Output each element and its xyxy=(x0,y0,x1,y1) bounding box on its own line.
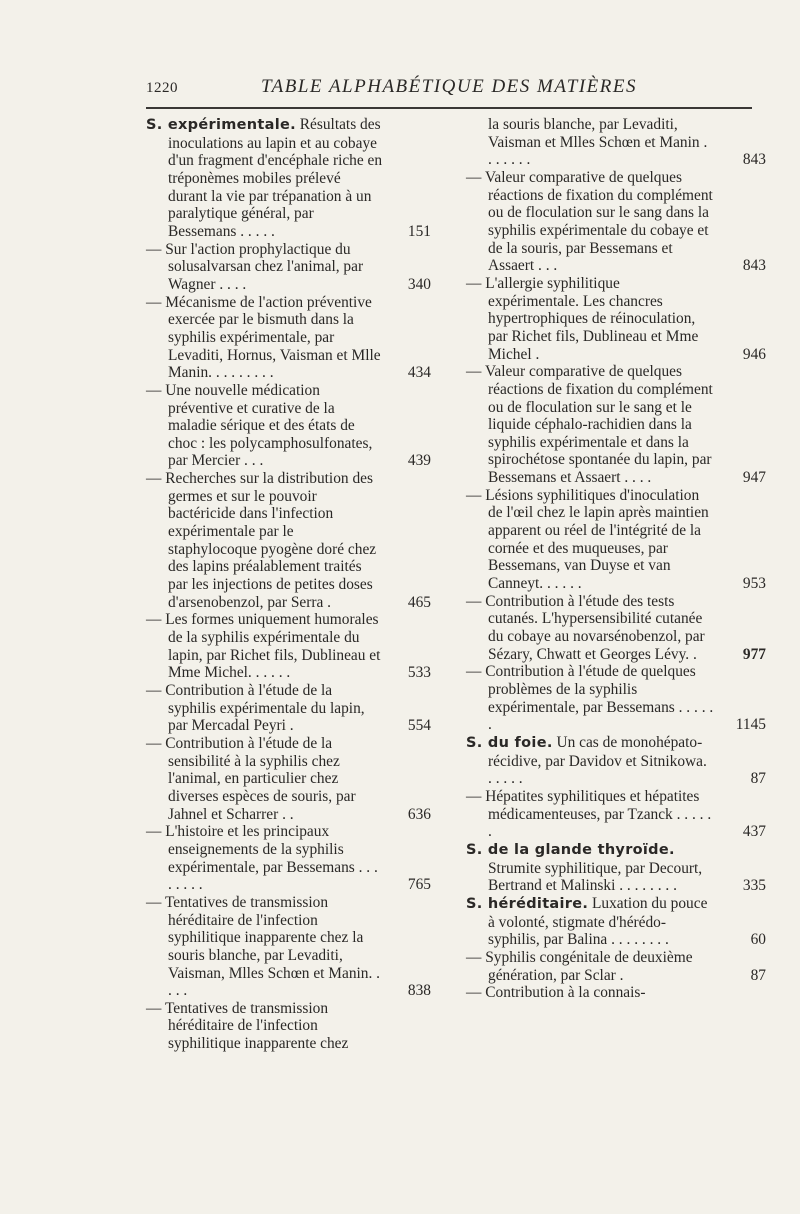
page-reference: 340 xyxy=(407,275,431,293)
entry-text: S. héréditaire. Luxation du pouce à volonté, stigmate d'hérédo-syphilis, par Balina . . . . . . . . xyxy=(466,894,708,949)
index-entry xyxy=(466,948,766,984)
index-entry xyxy=(146,241,431,294)
index-entry xyxy=(146,682,431,735)
entry-heading: S. du foie. xyxy=(466,734,553,751)
entry-text: — L'histoire et les principaux enseignements de la syphilis expérimentale, par Bessemans . . . . . . . . xyxy=(146,823,378,894)
right-column xyxy=(466,116,766,1002)
entry-text: — Contribution à l'étude de la syphilis expérimentale du lapin, par Mercadal Peyri . xyxy=(146,682,365,735)
index-entry xyxy=(466,841,766,895)
index-entry xyxy=(146,294,431,382)
page-reference: 60 xyxy=(750,931,766,949)
entry-text: — Une nouvelle médication préventive et curative de la maladie sérique et des états de choc : les polycamphosulfonates, par Mercier . . . xyxy=(146,381,373,470)
index-entry xyxy=(466,116,766,169)
entry-text: — Contribution à l'étude de la sensibilité à la syphilis chez l'animal, en particulier chez diverses espèces de souris, par Jahnel et Scharrer . . xyxy=(146,734,356,823)
entry-text: — Valeur comparative de quelques réactions de fixation du complément ou de floculation sur le sang et le liquide céphalo-rachidien dans la syphilis expérimentale et dans la spirochétose spontanée du lapin, par Bessemans et Assaert . . . . xyxy=(466,363,713,487)
page-reference: 533 xyxy=(407,664,431,682)
index-entry xyxy=(466,168,766,275)
entry-text: — L'allergie syphilitique expérimentale. Les chancres hypertrophiques de réinoculation, par Richet fils, Dublineau et Mme Michel . xyxy=(466,274,699,363)
page-reference: 977 xyxy=(742,645,766,663)
page-reference: 838 xyxy=(407,982,431,1000)
entry-text: — Syphilis congénitale de deuxième génération, par Sclar . xyxy=(466,948,693,984)
index-entry xyxy=(466,486,766,593)
index-entry xyxy=(146,116,431,241)
entry-heading: S. expérimentale. xyxy=(146,117,296,133)
page-reference: 87 xyxy=(750,770,766,788)
page-reference: 765 xyxy=(407,876,431,894)
entry-text: — Recherches sur la distribution des germes et sur le pouvoir bactéricide dans l'infection expérimentale par le staphylocoque pyogène doré chez des lapins préalablement traités par les injections de petites doses d'arsenobenzol, par Serra . xyxy=(146,470,377,611)
entry-text: S. du foie. Un cas de monohépato-récidive, par Davidov et Sitnikowa. . . . . . xyxy=(466,733,707,788)
page-reference: 947 xyxy=(742,469,766,487)
entry-text: — Les formes uniquement humorales de la syphilis expérimentale du lapin, par Richet fils, Dublineau et Mme Michel. . . . . . xyxy=(146,611,381,682)
entry-heading: S. héréditaire. xyxy=(466,895,589,912)
running-title: TABLE ALPHABÉTIQUE DES MATIÈRES xyxy=(261,76,637,97)
entry-text: S. expérimentale. Résultats des inoculations au lapin et au cobaye d'un fragment d'encéphale riche en tréponèmes mobiles prélevé durant la vie par trépanation à un paralytique général, par Bessemans . . . . . xyxy=(146,116,383,240)
index-entry xyxy=(146,823,431,894)
page-reference: 151 xyxy=(407,222,431,240)
page-reference: 439 xyxy=(407,452,431,470)
entry-heading: S. de la glande thyroïde. xyxy=(466,841,675,858)
index-entry xyxy=(146,1000,431,1053)
index-entry xyxy=(466,787,766,841)
page-reference: 1145 xyxy=(735,716,766,734)
index-entry xyxy=(146,470,431,611)
page-reference: 843 xyxy=(742,151,766,169)
index-entry xyxy=(146,611,431,682)
page-number: 1220 xyxy=(146,80,178,96)
index-entry xyxy=(466,663,766,734)
page-reference: 87 xyxy=(750,966,766,984)
entry-text: — Mécanisme de l'action préventive exercée par le bismuth dans la syphilis expérimentale, par Levaditi, Hornus, Vaisman et Mlle Manin. . . . . . . . . xyxy=(146,293,381,382)
index-entry xyxy=(146,894,431,1000)
entry-text: — Contribution à la connais- xyxy=(466,984,646,1002)
entry-text: — Sur l'action prophylactique du solusalvarsan chez l'animal, par Wagner . . . . xyxy=(146,240,364,293)
page-reference: 843 xyxy=(742,257,766,275)
index-entry xyxy=(466,274,766,363)
index-entry xyxy=(466,984,762,1002)
page-reference: 465 xyxy=(407,593,431,611)
entry-text: la souris blanche, par Levaditi, Vaisman et Mlles Schœn et Manin . . . . . . . xyxy=(488,116,708,169)
entry-text: — Contribution à l'étude des tests cutanés. L'hypersensibilité cutanée du cobaye au novarsénobenzol, par Sézary, Chwatt et Georges Lévy. . xyxy=(466,592,705,663)
index-entry xyxy=(146,735,431,823)
page-reference: 946 xyxy=(742,345,766,363)
index-entry xyxy=(146,382,431,470)
entry-text: — Tentatives de transmission héréditaire de l'infection syphilitique inapparente chez xyxy=(146,999,349,1053)
page-reference: 953 xyxy=(742,575,766,593)
entry-text: S. de la glande thyroïde. Strumite syphilitique, par Decourt, Bertrand et Malinski . . . . . . . . xyxy=(466,841,703,895)
entry-text: — Valeur comparative de quelques réactions de fixation du complément ou de floculation sur le sang dans la syphilis expérimentale du cobaye et de la souris, par Bessemans et Assaert . . . xyxy=(466,168,713,275)
page-reference: 335 xyxy=(742,877,766,895)
header-rule xyxy=(146,107,752,109)
page-header xyxy=(146,76,752,104)
left-column xyxy=(146,116,431,1053)
index-entry xyxy=(466,592,766,664)
page-reference: 554 xyxy=(407,717,431,735)
entry-text: — Contribution à l'étude de quelques problèmes de la syphilis expérimentale, par Bessemans . . . . . . xyxy=(466,663,714,734)
entry-text: — Hépatites syphilitiques et hépatites médicamenteuses, par Tzanck . . . . . . xyxy=(466,787,712,841)
index-entry xyxy=(466,733,766,788)
index-entry xyxy=(466,894,766,949)
index-entry xyxy=(466,363,766,487)
page-reference: 636 xyxy=(407,805,431,823)
page-reference: 434 xyxy=(407,364,431,382)
entry-text: — Lésions syphilitiques d'inoculation de l'œil chez le lapin après maintien apparent ou réel de l'intégrité de la cornée et des muqueuses, par Bessemans, van Duyse et van Canneyt. . . . . . xyxy=(466,486,709,593)
entry-text: — Tentatives de transmission héréditaire de l'infection syphilitique inapparente chez la souris blanche, par Levaditi, Vaisman, Mlles Schœn et Manin. . . . . xyxy=(146,893,381,1000)
page-reference: 437 xyxy=(742,823,766,841)
